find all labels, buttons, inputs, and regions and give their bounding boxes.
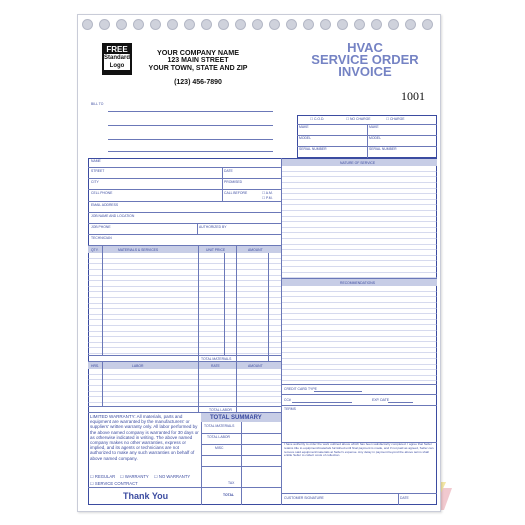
cod-option[interactable] <box>310 117 324 121</box>
charge-option[interactable] <box>386 117 405 121</box>
job-name-label: JOB NAME AND LOCATION <box>91 214 135 218</box>
credit-card-type-label: CREDIT CARD TYPE <box>284 387 317 391</box>
total-summary-label: TOTAL SUMMARY <box>210 415 262 421</box>
invoice-number: 1001 <box>401 89 425 103</box>
street-label: STREET <box>91 169 105 173</box>
recommendations-lines <box>282 286 437 384</box>
form-title <box>300 42 430 78</box>
serial-label: SERIAL NUMBER <box>299 147 327 151</box>
title-line-3: INVOICE <box>338 64 392 79</box>
cell-phone-label: CELL PHONE <box>91 191 113 195</box>
amount-header: AMOUNT <box>248 248 263 252</box>
company-name: YOUR COMPANY NAME <box>157 48 239 57</box>
materials-services-header: MATERIALS & SERVICES <box>118 248 159 252</box>
no-warranty-label: NO WARRANTY <box>158 474 191 479</box>
hrs-header: HRS. <box>91 364 100 368</box>
am-option[interactable] <box>262 191 273 195</box>
date-label: DATE <box>224 169 233 173</box>
serial-label-2: SERIAL NUMBER <box>369 147 397 151</box>
exp-date-label: EXP. DATE <box>372 398 390 402</box>
email-label: EMAIL ADDRESS <box>91 203 119 207</box>
labor-rows <box>88 369 281 406</box>
technician-label: TECHNICIAN <box>91 236 112 240</box>
summary-total-materials: TOTAL MATERIALS <box>204 424 235 428</box>
checkbox-icon: ☐ <box>262 196 266 200</box>
city-label: CITY <box>91 180 99 184</box>
logo-line-1: FREE <box>106 45 128 54</box>
regular-option[interactable] <box>90 474 115 479</box>
company-info <box>123 49 273 87</box>
logo-line-2: Standard <box>104 55 131 61</box>
recommendations-label: RECOMMENDATIONS <box>340 281 375 285</box>
labor-amount-header: AMOUNT <box>248 364 263 368</box>
summary-misc: MISC <box>215 446 224 450</box>
company-phone: (123) 456-7890 <box>174 79 222 86</box>
checkbox-icon: ☐ <box>90 481 95 486</box>
logo-line-3: Logo <box>104 62 130 70</box>
pm-option[interactable] <box>262 196 273 200</box>
checkbox-icon: ☐ <box>90 474 95 479</box>
authorized-by-label: AUTHORIZED BY <box>199 225 227 229</box>
nature-of-service-label: NATURE OF SERVICE <box>340 161 376 165</box>
no-charge-option[interactable] <box>346 117 371 121</box>
name-label: NAME <box>91 159 101 163</box>
terms-label: TERMS <box>284 407 296 411</box>
service-contract-label: SERVICE CONTRACT <box>94 481 138 486</box>
materials-rows <box>88 253 281 355</box>
checkbox-icon: ☐ <box>154 474 159 479</box>
checkbox-icon: ☐ <box>262 191 266 195</box>
am-label: A.M. <box>265 191 273 195</box>
company-street: 123 MAIN STREET <box>167 57 229 64</box>
summary-tax: TAX <box>228 481 235 485</box>
charge-label: CHARGE <box>389 117 405 121</box>
nature-of-service-lines <box>282 166 437 278</box>
warranty-option[interactable] <box>120 474 149 479</box>
invoice-form-page <box>77 14 441 512</box>
customer-signature-label: CUSTOMER SIGNATURE <box>284 496 324 500</box>
thank-you-text: Thank You <box>123 491 169 501</box>
labor-header-label: LABOR <box>132 364 144 368</box>
unit-price-header: UNIT PRICE <box>206 248 226 252</box>
service-contract-option[interactable] <box>90 481 138 486</box>
make-label-2: MAKE <box>369 125 379 129</box>
checkbox-icon: ☐ <box>310 117 314 121</box>
job-phone-label: JOB PHONE <box>91 225 111 229</box>
total-materials-label: TOTAL MATERIALS <box>201 357 232 361</box>
call-before-label: CALL BEFORE <box>224 191 248 195</box>
model-label-2: MODEL <box>369 136 382 140</box>
no-charge-label: NO CHARGE <box>349 117 371 121</box>
warranty-text: LIMITED WARRANTY: All materials, parts and equipment are warranted by the manufacturers' or suppliers' written warranty only. All labor performed by the above named company is warranted for 30 days or as otherwise indicated in writing. The above named company makes no other warranties, express or implied, and its agents or technicians are not authorized to make any such warranties on behalf of above named company. <box>90 414 199 461</box>
authorization-text: I have authority to order the work outlined above which has been satisfactorily completed. I agree that Seller retains title to equipment/materials furnished until final payment is made, and if not paid as agreed, Seller can remove said equipment/materials at Seller's expense. Any delay in payment beyond the above terms shall entitle Seller to collect costs of collection. <box>284 442 434 458</box>
make-label: MAKE <box>299 125 309 129</box>
rate-header: RATE <box>211 364 220 368</box>
signature-date-label: DATE <box>400 496 409 500</box>
no-warranty-option[interactable] <box>154 474 190 479</box>
cc-number-label: CC# <box>284 398 291 402</box>
checkbox-icon: ☐ <box>346 117 350 121</box>
bill-to-label: BILL TO <box>91 102 104 106</box>
title-line-2: SERVICE ORDER <box>311 52 419 67</box>
total-labor-label: TOTAL LABOR <box>209 408 232 412</box>
title-line-1: HVAC <box>347 40 383 55</box>
company-city: YOUR TOWN, STATE AND ZIP <box>148 65 248 72</box>
pm-label: P.M. <box>265 196 273 200</box>
regular-label: REGULAR <box>94 474 116 479</box>
summary-total: TOTAL <box>223 493 234 497</box>
summary-total-labor: TOTAL LABOR <box>207 435 230 439</box>
checkbox-icon: ☐ <box>120 474 125 479</box>
qty-header: QTY. <box>91 248 99 252</box>
cod-label: C.O.D. <box>313 117 325 121</box>
promised-label: PROMISED <box>224 180 243 184</box>
checkbox-icon: ☐ <box>386 117 390 121</box>
model-label: MODEL <box>299 136 312 140</box>
warranty-label: WARRANTY <box>124 474 149 479</box>
